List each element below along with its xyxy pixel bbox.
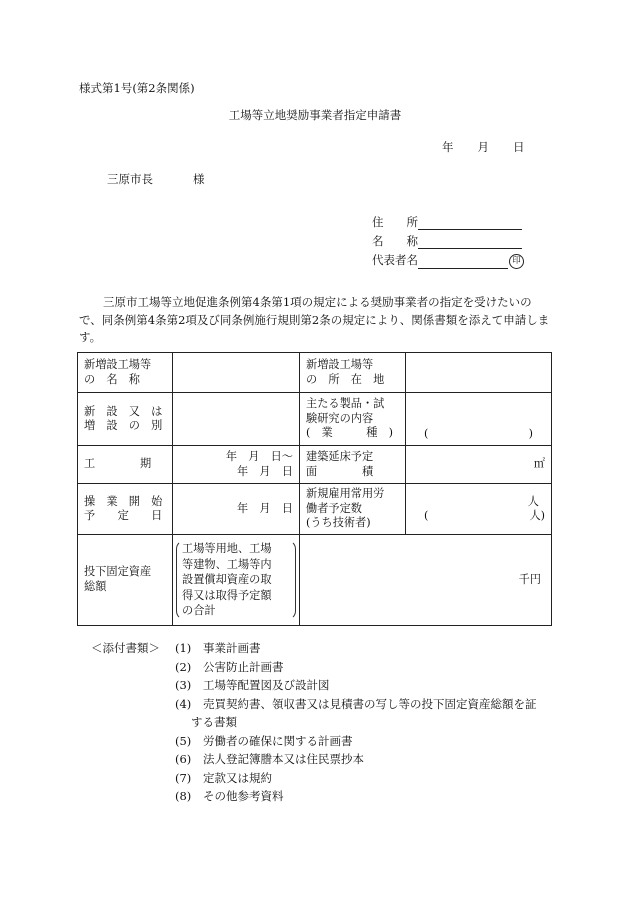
addressee-name: 三原市長 — [107, 172, 153, 186]
attachment-item — [175, 695, 537, 714]
construction-period-field[interactable]: 年 月 日～ 年 月 日 — [173, 446, 300, 484]
body-text: 三原市工場等立地促進条例第4条第1項の規定による奨励事業者の指定を受けたいので、同条例第4条第2項及び同条例施行規則第2条の規定により、関係書類を添えて申請します。 — [79, 295, 550, 344]
new-employees-field[interactable]: 人 ( 人) — [406, 484, 552, 535]
applicant-name — [372, 233, 522, 249]
attachment-item — [175, 713, 537, 732]
attachment-number: (6) — [175, 752, 192, 766]
form-title: 工場等立地奨励事業者指定申請書 — [228, 108, 402, 122]
attachment-text: 法人登記簿謄本又は住民票抄本 — [203, 752, 364, 766]
address-label: 住 所 — [372, 215, 418, 229]
attachment-number: (3) — [175, 678, 192, 692]
name-field[interactable] — [418, 235, 522, 249]
investment-total-field[interactable]: 千円 — [300, 535, 552, 626]
label-new-employees: 新規雇用常用労 働者予定数 (うち技術者) — [300, 484, 406, 535]
attachment-item — [175, 676, 537, 695]
attachment-text: 事業計画書 — [203, 641, 261, 655]
attachment-number: (7) — [175, 770, 192, 785]
attachments-label: ＜添付書類＞ — [91, 641, 160, 655]
addressee-suffix: 様 — [193, 172, 205, 186]
attachment-number: (8) — [175, 789, 192, 803]
rep-field[interactable] — [418, 255, 508, 269]
label-operation-start: 操 業 開 始 予 定 日 — [78, 484, 173, 535]
label-main-product: 主たる製品・試 験研究の内容 ( 業 種 ) — [300, 393, 406, 446]
factory-location-field[interactable] — [406, 353, 552, 393]
addressee — [107, 171, 205, 187]
form-number: 様式第1号(第2条関係) — [79, 81, 195, 95]
table-row — [78, 446, 552, 484]
attachment-number: (5) — [175, 733, 192, 748]
application-table — [77, 352, 552, 626]
table-row — [78, 393, 552, 446]
attachment-text: する書類 — [191, 715, 237, 729]
new-or-expansion-field[interactable] — [173, 393, 300, 446]
attachment-text: 売買契約書、領収書又は見積書の写し等の投下固定資産総額を証 — [203, 696, 537, 711]
attachment-text: 工場等配置図及び設計図 — [203, 678, 330, 692]
attachment-item — [175, 732, 537, 751]
date-year: 年 — [442, 140, 454, 154]
attachments-list — [175, 639, 537, 806]
label-floor-area: 建築延床予定 面 積 — [300, 446, 406, 484]
attachment-text: 公害防止計画書 — [203, 659, 284, 674]
label-construction-period: 工 期 — [78, 446, 173, 484]
label-investment-total: 投下固定資産 総額 — [78, 535, 173, 626]
investment-description — [173, 535, 300, 626]
attachment-item — [175, 658, 537, 677]
factory-name-field[interactable] — [173, 353, 300, 393]
floor-area-field[interactable]: ㎡ — [406, 446, 552, 484]
date-field — [442, 139, 525, 155]
table-row — [78, 484, 552, 535]
label-factory-location: 新増設工場等 の 所 在 地 — [300, 353, 406, 393]
date-month: 月 — [477, 140, 489, 154]
seal-mark: 印 — [509, 254, 524, 269]
attachment-number: (4) — [175, 696, 192, 711]
table-row — [78, 535, 552, 626]
attachment-text: 労働者の確保に関する計画書 — [203, 733, 353, 748]
date-day: 日 — [513, 140, 525, 154]
address-field[interactable] — [418, 216, 522, 230]
label-new-or-expansion: 新 設 又 は 増 設 の 別 — [78, 393, 173, 446]
operation-start-field[interactable]: 年 月 日 — [173, 484, 300, 535]
rep-label: 代表者名 — [372, 253, 418, 267]
investment-bracket: 工場等用地、工場 等建物、工場等内 設置償却資産の取 得又は取得予定額 の合計 — [176, 540, 296, 620]
attachment-text: その他参考資料 — [203, 789, 284, 803]
main-product-field[interactable]: ( ) — [406, 393, 552, 446]
attachment-item — [175, 787, 537, 806]
label-factory-name: 新増設工場等 の 名 称 — [78, 353, 173, 393]
attachment-item — [175, 769, 537, 788]
attachment-text: 定款又は規約 — [203, 770, 272, 785]
table-row — [78, 353, 552, 393]
applicant-representative — [372, 252, 524, 269]
name-label: 名 称 — [372, 234, 418, 248]
attachment-number: (2) — [175, 659, 192, 674]
applicant-address — [372, 214, 522, 230]
attachment-item — [175, 750, 537, 769]
attachment-item — [175, 639, 537, 658]
attachment-number: (1) — [175, 641, 192, 655]
